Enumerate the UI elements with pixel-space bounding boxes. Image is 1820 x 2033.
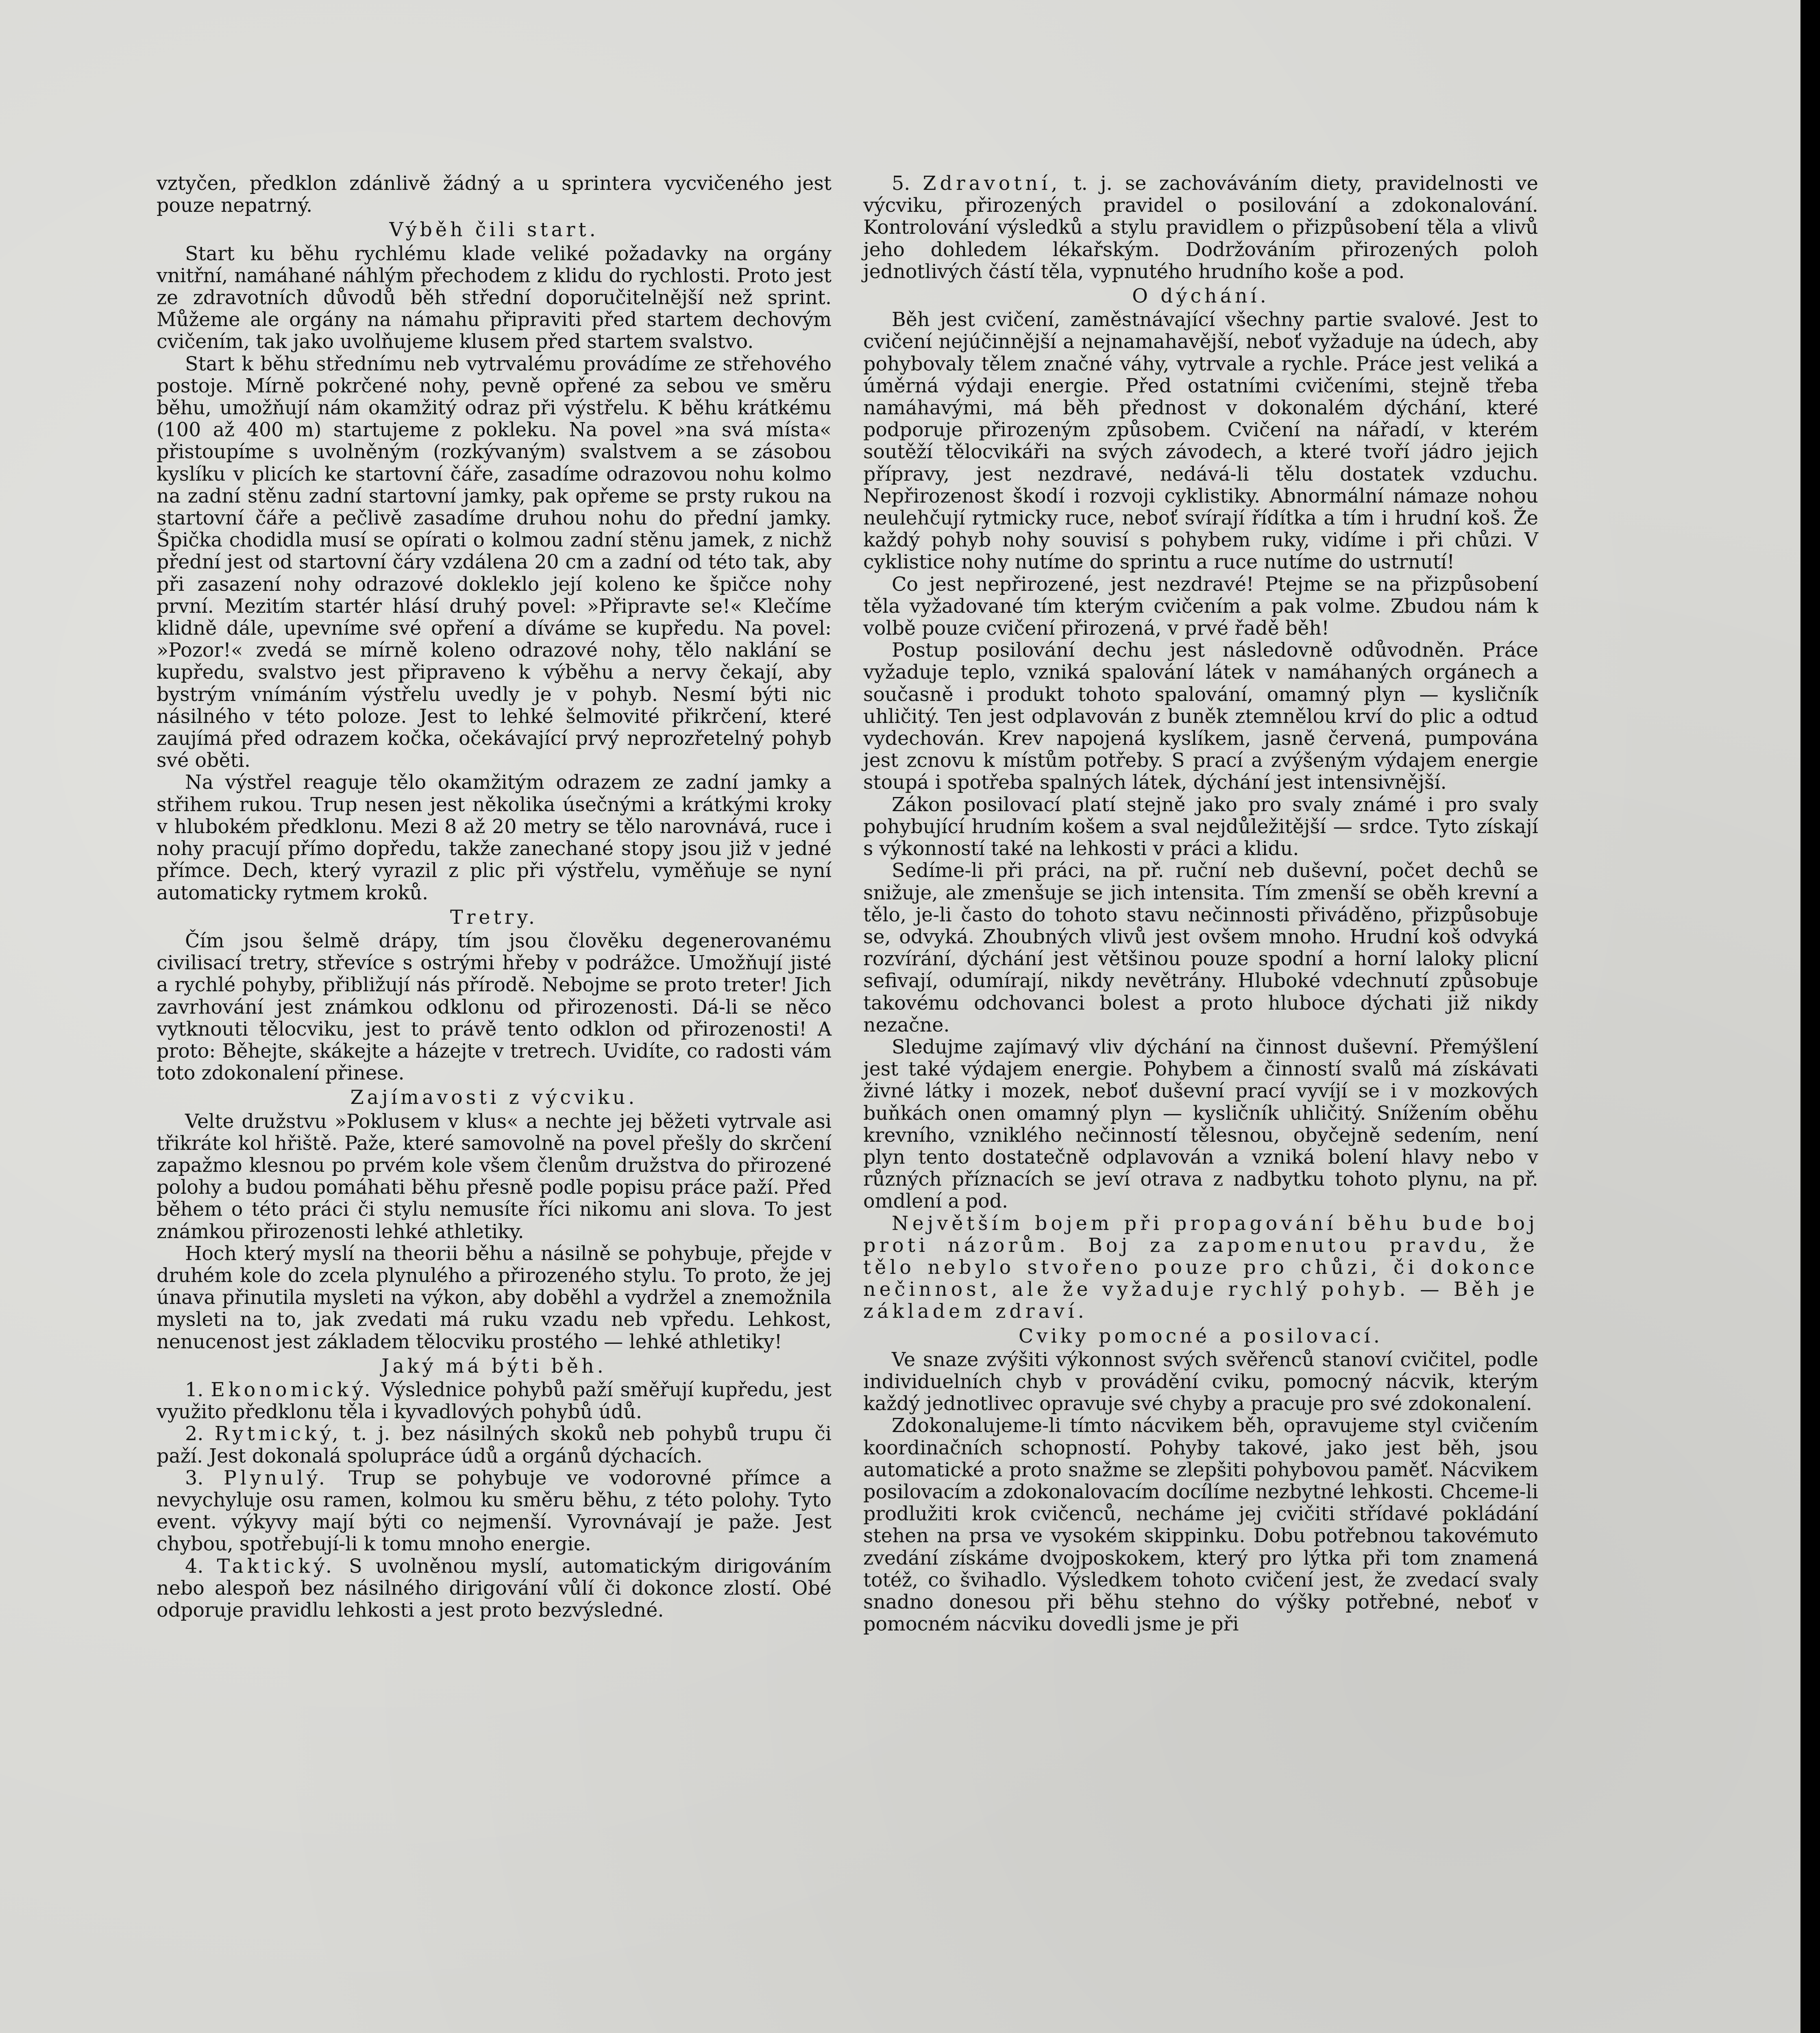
- list-item: 4. Taktický. S uvolněnou myslí, automatickým dirigováním nebo alespoň bez násilného dirigování vůlí či dokonce zlostí. Obé odporuje pravidlu lehkosti a jest proto bezvýsledné.: [157, 1555, 832, 1622]
- list-term: Taktický.: [217, 1555, 335, 1578]
- list-term: Rytmický,: [214, 1423, 342, 1445]
- paragraph: Co jest nepřirozené, jest nezdravé! Ptejme se na přizpůsobení těla vyžadované tím kterým cvičením a pak volme. Zbudou nám k volbě pouze cvičení přirozená, v prvé řadě běh!: [863, 573, 1538, 640]
- emphasized-paragraph: Největším bojem při propagování běhu bude boj proti názorům. Boj za zapomenutou pravdu, že tělo nebylo stvořeno pouze pro chůzi, či dokonce nečinnost, ale že vyžaduje rychlý pohyb. — Běh je základem zdraví.: [863, 1212, 1538, 1323]
- list-text: S uvolněnou myslí, automatickým dirigováním nebo alespoň bez násilného dirigování vůlí či dokonce zlostí. Obé odporuje pravidlu lehkosti a jest proto bezvýsledné.: [157, 1555, 832, 1622]
- list-item: 3. Plynulý. Trup se pohybuje ve vodorovné přímce a nevychyluje osu ramen, kolmou ku směru běhu, z této polohy. Tyto event. výkyvy mají býti co nejmenší. Vyrovnávají je paže. Jest chybou, spotřebují-li k tomu mnoho energie.: [157, 1467, 832, 1556]
- paragraph: Hoch který myslí na theorii běhu a násilně se pohybuje, přejde v druhém kole do zcela plynulého a přirozeného stylu. To proto, že jej únava přinutila mysleti na výkon, aby doběhl a vydržel a znemožnila mysleti na to, jak zvedati má ruku vzadu neb vpředu. Lehkost, nenucenost jest základem tělocviku prostého — lehké athletiky!: [157, 1242, 832, 1353]
- paragraph: Postup posilování dechu jest následovně odůvodněn. Práce vyžaduje teplo, vzniká spalování látek v namáhaných orgánech a současně i produkt tohoto spalování, omamný plyn — kysličník uhličitý. Ten jest odplavován z buněk ztemnělou krví do plic a odtud vydechován. Krev napojená kyslíkem, jasně červená, pumpována jest zcnovu k místům potřeby. S prací a zvýšeným výdajem energie stoupá i spotřeba spalných látek, dýchání jest intensivnější.: [863, 639, 1538, 794]
- list-text: t. j. bez násilných skoků neb pohybů trupu či paží. Jest dokonalá spolupráce údů a orgánů dýchacích.: [157, 1423, 832, 1467]
- paragraph: vztyčen, předklon zdánlivě žádný a u sprintera vycvičeného jest pouze nepatrný.: [157, 172, 832, 217]
- list-term: Zdravotní,: [923, 172, 1061, 195]
- left-column: [157, 173, 832, 1622]
- section-heading-tretry: Tretry.: [450, 906, 538, 929]
- paragraph: Na výstřel reaguje tělo okamžitým odrazem ze zadní jamky a střihem rukou. Trup nesen jest několika úsečnými a krátkými kroky v hlubokém předklonu. Mezi 8 až 20 metry se tělo narovnává, ruce i nohy pracují přímo dopředu, takže zanechané stopy jsou již v jedné přímce. Dech, který vyrazil z plic při výstřelu, vyměňuje se nyní automaticky rytmem kroků.: [157, 771, 832, 904]
- section-heading-jaky-ma-byti-beh: Jaký má býti běh.: [381, 1355, 607, 1378]
- list-text: Trup se pohybuje ve vodorovné přímce a nevychyluje osu ramen, kolmou ku směru běhu, z této polohy. Tyto event. výkyvy mají býti co nejmenší. Vyrovnávají je paže. Jest chybou, spotřebují-li k tomu mnoho energie.: [157, 1467, 832, 1556]
- paragraph: Start k běhu střednímu neb vytrvalému provádíme ze střehového postoje. Mírně pokrčené nohy, pevně opřené za sebou ve směru běhu, umožňují nám okamžitý odraz při výstřelu. K běhu krátkému (100 až 400 m) startujeme z pokleku. Na povel »na svá místa« přistoupíme s uvolněným (rozkývaným) svalstvem a se zásobou kyslíku v plicích ke startovní čáře, zasadíme odrazovou nohu kolmo na zadní stěnu zadní startovní jamky, pak opřeme se prsty rukou na startovní čáře a pečlivě zasadíme druhou nohu do přední jamky. Špička chodidla musí se opírati o kolmou zadní stěnu jamek, z nichž přední jest od startovní čáry vzdálena 20 cm a zadní od této tak, aby při zasazení nohy odrazové dokleklo její koleno ke špičce nohy první. Mezitím startér hlásí druhý povel: »Připravte se!« Klečíme klidně dále, upevníme své opření a díváme se kupředu. Na povel: »Pozor!« zvedá se mírně koleno odrazové nohy, tělo naklání se kupředu, svalstvo jest připraveno k výběhu a nervy čekají, aby bystrým vnímáním výstřelu uvedly je v pohyb. Nesmí býti nic násilného v této poloze. Jest to lehké šelmovité přikrčení, které zaujímá před odrazem kočka, očekávající prvý neprozřetelný pohyb své oběti.: [157, 353, 832, 772]
- list-item: 1. Ekonomický. Výslednice pohybů paží směřují kupředu, jest využito předklonu těla i kyvadlových pohybů údů.: [157, 1378, 832, 1424]
- section-heading-start: Výběh čili start.: [389, 219, 599, 242]
- paragraph: Čím jsou šelmě drápy, tím jsou člověku degenerovanému civilisací tretry, střevíce s ostrými hřeby v podrážce. Umožňují jisté a rychlé pohyby, přibližují nás přírodě. Nebojme se proto treter! Jich zavrhování jest známkou odklonu od přirozenosti. Dá-li se něco vytknouti tělocviku, jest to právě tento odklon od přirozenosti! A proto: Běhejte, skákejte a házejte v tretrech. Uvidíte, co radosti vám toto zdokonalení přinese.: [157, 929, 832, 1085]
- paragraph: Běh jest cvičení, zaměstnávající všechny partie svalové. Jest to cvičení nejúčinnější a nejnamahavější, neboť vyžaduje na údech, aby pohybovaly tělem značné váhy, vytrvale a rychle. Práce jest veliká a úměrná výdaji energie. Před ostatními cvičeními, stejně třeba namáhavými, má běh přednost v dokonalém dýchání, které podporuje přirozeným způsobem. Cvičení na nářadí, v kterém soutěží tělocvikáři na svých závodech, a které tvoří jádro jejich přípravy, jest nezdravé, nedává-li tělu dostatek vzduchu. Nepřirozenost škodí i rozvoji cyklistiky. Abnormální námaze nohou neulehčují rytmicky ruce, neboť svírají řídítka a tím i hrudní koš. Že každý pohyb nohy souvisí s pohybem ruky, vidíme i při chůzi. V cyklistice nohy nutíme do sprintu a ruce nutíme do ustrnutí!: [863, 309, 1538, 574]
- scan-border-right: [1800, 0, 1820, 2033]
- paragraph: Zdokonalujeme-li tímto nácvikem běh, opravujeme styl cvičením koordinačních schopností. Pohyby takové, jako jest běh, jsou automatické a proto snažme se zlepšiti pohybovou paměť. Nácvikem posilovacím a zdokonalovacím docílíme nezbytné lehkosti. Chceme-li prodlužiti krok cvičenců, necháme jej cvičiti střídavé pokládání stehen na prsa ve vysokém skippinku. Dobu potřebnou takovémuto zvedání získáme dvojposkokem, který pro lýtka při tom znamená totéž, co švihadlo. Výsledkem tohoto cvičení jest, že zvedací svaly snadno donesou při běhu stehno do výšky potřebné, neboť v pomocném nácviku dovedli jsme je při: [863, 1415, 1538, 1636]
- paragraph: Velte družstvu »Poklusem v klus« a nechte jej běžeti vytrvale asi třikráte kol hřiště. Paže, které samovolně na povel přešly do skrčení zapažmo klesnou po prvém kole všem členům družstva do přirozené polohy a budou pomáhati běhu přesně podle popisu práce paží. Před během o této práci či stylu nemusíte říci nikomu ani slova. To jest známkou přirozenosti lehké athletiky.: [157, 1110, 832, 1243]
- list-item: 2. Rytmický, t. j. bez násilných skoků neb pohybů trupu či paží. Jest dokonalá spolupráce údů a orgánů dýchacích.: [157, 1423, 832, 1467]
- list-term: Plynulý.: [223, 1467, 329, 1489]
- paragraph: Ve snaze zvýšiti výkonnost svých svěřenců stanoví cvičitel, podle individuelních chyb v provádění cviku, pomocný nácvik, kterým každý jednotlivec opravuje své chyby a pracuje pro své zdokonalení.: [863, 1348, 1538, 1415]
- paragraph: Sedíme-li při práci, na př. ruční neb duševní, počet dechů se snižuje, ale zmenšuje se jich intensita. Tím zmenší se oběh krevní a tělo, je-li často do tohoto stavu nečinnosti přiváděno, přizpůsobuje se, odvyká. Zhoubných vlivů jest ovšem mnoho. Hrudní koš odvyká rozvírání, dýchání jest většinou pouze spodní a horní laloky plicní sefivají, odumírají, nikdy nevětrány. Hluboké vdechnutí způsobuje takovému odchovanci bolest a proto hluboce dýchati již nikdy nezačne.: [863, 860, 1538, 1036]
- section-heading-dychani: O dýchání.: [1132, 285, 1269, 308]
- section-heading-cviky: Cviky pomocné a posilovací.: [1019, 1325, 1383, 1347]
- section-heading-zajimavosti: Zajímavosti z výcviku.: [350, 1086, 638, 1109]
- list-text: Výslednice pohybů paží směřují kupředu, jest využito předklonu těla i kyvadlových pohybů údů.: [157, 1378, 832, 1424]
- paragraph: Sledujme zajímavý vliv dýchání na činnost duševní. Přemýšlení jest také výdajem energie. Pohybem a činností svalů má získávati živné látky i mozek, neboť duševní prací vyvíjí se i v mozkových buňkách onen omamný plyn — kysličník uhličitý. Snížením oběhu krevního, vzniklého nečinností tělesnou, obyčejně sedením, není plyn tento dostatečně odplavován a vzniká bolení hlavy nebo v různých příznacích se jeví otrava z nadbytku tohoto plynu, na př. omdlení a pod.: [863, 1036, 1538, 1213]
- list-term: Ekonomický.: [211, 1378, 374, 1401]
- paragraph: Zákon posilovací platí stejně jako pro svaly známé i pro svaly pohybující hrudním košem a sval nejdůležitější — srdce. Tyto získají s výkonností také na lehkosti v práci a klidu.: [863, 793, 1538, 860]
- list-item: 5. Zdravotní, t. j. se zachováváním diety, pravidelnosti ve výcviku, přirozených pravidel o posilování a zdokonalování. Kontrolování výsledků a stylu pravidlem o přizpůsobení těla a vlivů jeho dohledem lékařským. Dodržováním přirozených poloh jednotlivých částí těla, vypnutého hrudního koše a pod.: [863, 172, 1538, 283]
- right-column: [863, 173, 1538, 1635]
- paragraph: Start ku běhu rychlému klade veliké požadavky na orgány vnitřní, namáhané náhlým přechodem z klidu do rychlosti. Proto jest ze zdravotních důvodů běh střední doporučitelnější než sprint. Můžeme ale orgány na námahu připraviti před startem dechovým cvičením, tak jako uvolňujeme klusem před startem svalstvo.: [157, 242, 832, 353]
- list-text: t. j. se zachováváním diety, pravidelnosti ve výcviku, přirozených pravidel o posilování a zdokonalování. Kontrolování výsledků a stylu pravidlem o přizpůsobení těla a vlivů jeho dohledem lékařským. Dodržováním přirozených poloh jednotlivých částí těla, vypnutého hrudního koše a pod.: [863, 172, 1538, 283]
